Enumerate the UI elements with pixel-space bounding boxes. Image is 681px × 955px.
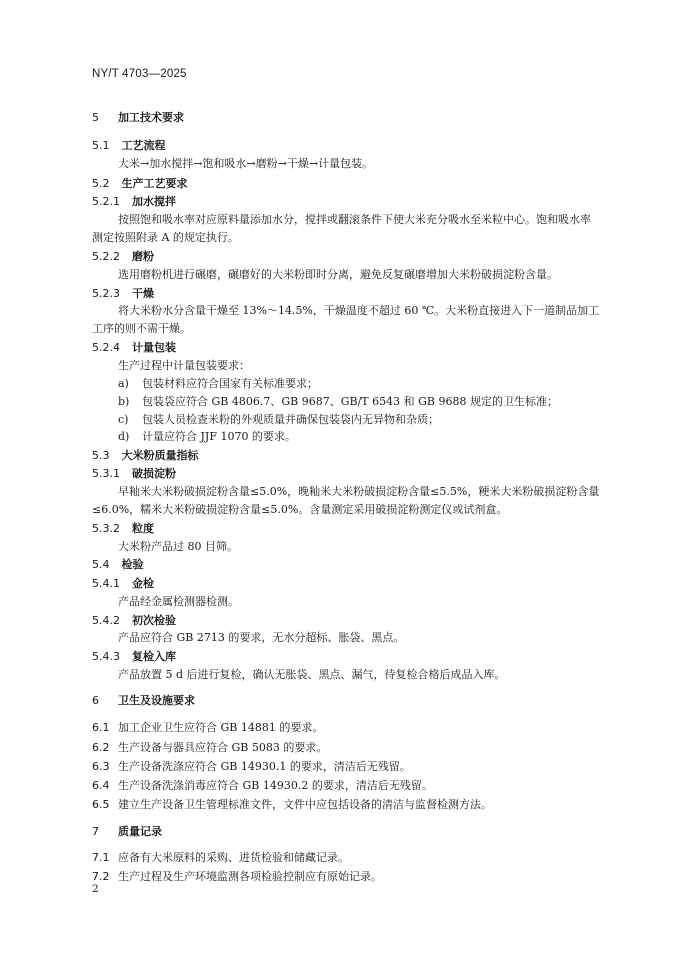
- paragraph: 大米→加水搅拌→饱和吸水→磨粉→干燥→计量包装。: [118, 157, 374, 170]
- heading-5: [92, 109, 184, 125]
- clause-text: 生产设备洗涤消毒应符合 GB 14930.2 的要求，清洁后无残留。: [118, 779, 433, 792]
- list-item: [118, 411, 439, 427]
- list-marker: b): [118, 395, 130, 408]
- clause-number: 6.2: [92, 741, 110, 754]
- clause-text: 应备有大米原料的采购、进货检验和储藏记录。: [118, 851, 349, 864]
- heading-title: 金检: [132, 577, 154, 590]
- page-number: 2: [92, 883, 99, 895]
- heading-title: 加工技术要求: [118, 111, 184, 124]
- heading-number: 5.4.2: [92, 614, 120, 627]
- heading-5-4-2: [92, 612, 176, 628]
- heading-5-2-2: [92, 248, 154, 264]
- heading-number: 5.3.1: [92, 467, 120, 480]
- paragraph-line: 将大米粉水分含量干燥至 13%～14.5%，干燥温度不超过 60 ℃。大米粉直接进入下一道制品加工: [118, 304, 600, 317]
- clause-number: 7.1: [92, 851, 110, 864]
- list-marker: c): [118, 413, 129, 426]
- heading-7: [92, 823, 162, 839]
- heading-title: 加水搅拌: [132, 195, 176, 208]
- list-text: 计量应符合 JJF 1070 的要求。: [142, 430, 296, 443]
- heading-number: 5.1: [92, 139, 110, 152]
- list-text: 包装人员检查米粉的外观质量并确保包装袋内无异物和杂质；: [142, 413, 439, 426]
- clause-text: 建立生产设备卫生管理标准文件，文件中应包括设备的清洁与监督检测方法。: [118, 798, 492, 811]
- list-marker: d): [118, 430, 130, 443]
- clause: [92, 868, 382, 884]
- paragraph: 产品放置 5 d 后进行复检，确认无胀袋、黑点、漏气，待复检合格后成品入库。: [118, 668, 506, 681]
- heading-5-3-1: [92, 465, 176, 481]
- heading-number: 5: [92, 111, 99, 124]
- list-item: [118, 428, 296, 444]
- heading-number: 6: [92, 694, 99, 707]
- heading-5-4-3: [92, 648, 176, 664]
- heading-5-3: [92, 447, 199, 463]
- clause-text: 生产过程及生产环境监测各项检验控制应有原始记录。: [118, 870, 382, 883]
- clause: [92, 849, 349, 865]
- heading-title: 大米粉质量指标: [121, 449, 199, 462]
- heading-5-4-1: [92, 575, 154, 591]
- paragraph: 大米粉产品过 80 目筛。: [118, 540, 238, 553]
- heading-5-3-2: [92, 520, 154, 536]
- standard-number: NY/T 4703—2025: [92, 68, 187, 80]
- heading-title: 破损淀粉: [132, 467, 176, 480]
- paragraph-line: ≤6.0%，糯米大米粉破损淀粉含量≤5.0%。含量测定采用破损淀粉测定仪或试剂盒。: [92, 503, 508, 516]
- heading-title: 质量记录: [118, 825, 162, 838]
- heading-6: [92, 692, 195, 708]
- clause: [92, 719, 323, 735]
- clause-text: 生产设备洗涤应符合 GB 14930.1 的要求，清洁后无残留。: [118, 760, 411, 773]
- heading-number: 5.4: [92, 558, 110, 571]
- list-item: [118, 393, 558, 409]
- heading-number: 5.4.3: [92, 650, 120, 663]
- heading-title: 计量包装: [132, 341, 176, 354]
- heading-title: 初次检验: [132, 614, 176, 627]
- heading-number: 5.2.1: [92, 195, 120, 208]
- heading-number: 5.3: [92, 449, 110, 462]
- list-item: [118, 375, 318, 391]
- paragraph-line: 测定按照附录 A 的规定执行。: [92, 231, 239, 244]
- paragraph: 选用磨粉机进行碾磨，碾磨好的大米粉即时分离，避免反复碾磨增加大米粉破损淀粉含量。: [118, 268, 558, 281]
- list-marker: a): [118, 377, 129, 390]
- clause-number: 6.3: [92, 760, 110, 773]
- heading-title: 检验: [121, 558, 144, 571]
- paragraph-line: 工序的则不需干燥。: [92, 322, 191, 335]
- clause-number: 7.2: [92, 870, 110, 883]
- heading-5-2-1: [92, 193, 176, 209]
- heading-title: 磨粉: [132, 250, 154, 263]
- heading-number: 5.2.4: [92, 341, 120, 354]
- clause: [92, 777, 433, 793]
- paragraph-line: 早籼米大米粉破损淀粉含量≤5.0%，晚籼米大米粉破损淀粉含量≤5.5%，粳米大米粉破损淀粉含量: [118, 485, 600, 498]
- clause: [92, 739, 327, 755]
- heading-5-2-3: [92, 285, 154, 301]
- heading-title: 干燥: [132, 287, 154, 300]
- heading-number: 7: [92, 825, 99, 838]
- heading-5-2: [92, 175, 188, 191]
- clause-number: 6.5: [92, 798, 110, 811]
- paragraph: 产品经金属检测器检测。: [118, 595, 239, 608]
- heading-number: 5.2: [92, 177, 110, 190]
- clause-number: 6.4: [92, 779, 110, 792]
- heading-5-4: [92, 556, 144, 572]
- heading-title: 工艺流程: [121, 139, 166, 152]
- heading-title: 复检入库: [132, 650, 176, 663]
- heading-title: 粒度: [132, 522, 154, 535]
- paragraph: 产品应符合 GB 2713 的要求，无水分超标、胀袋、黑点。: [118, 631, 405, 644]
- clause-number: 6.1: [92, 721, 110, 734]
- heading-title: 生产工艺要求: [121, 177, 188, 190]
- heading-number: 5.3.2: [92, 522, 120, 535]
- clause-text: 加工企业卫生应符合 GB 14881 的要求。: [118, 721, 324, 734]
- clause: [92, 758, 411, 774]
- clause-text: 生产设备与器具应符合 GB 5083 的要求。: [118, 741, 328, 754]
- heading-number: 5.2.3: [92, 287, 120, 300]
- list-text: 包装袋应符合 GB 4806.7、GB 9687、GB/T 6543 和 GB 9688 规定的卫生标准；: [142, 395, 558, 408]
- paragraph: 生产过程中计量包装要求：: [118, 359, 250, 372]
- paragraph-line: 按照饱和吸水率对应原料量添加水分，搅拌或翻滚条件下使大米充分吸水至米粒中心。饱和吸水率: [118, 213, 591, 226]
- clause: [92, 796, 492, 812]
- heading-number: 5.2.2: [92, 250, 120, 263]
- heading-5-2-4: [92, 339, 176, 355]
- heading-number: 5.4.1: [92, 577, 120, 590]
- heading-title: 卫生及设施要求: [118, 694, 195, 707]
- list-text: 包装材料应符合国家有关标准要求；: [142, 377, 318, 390]
- heading-5-1: [92, 137, 166, 153]
